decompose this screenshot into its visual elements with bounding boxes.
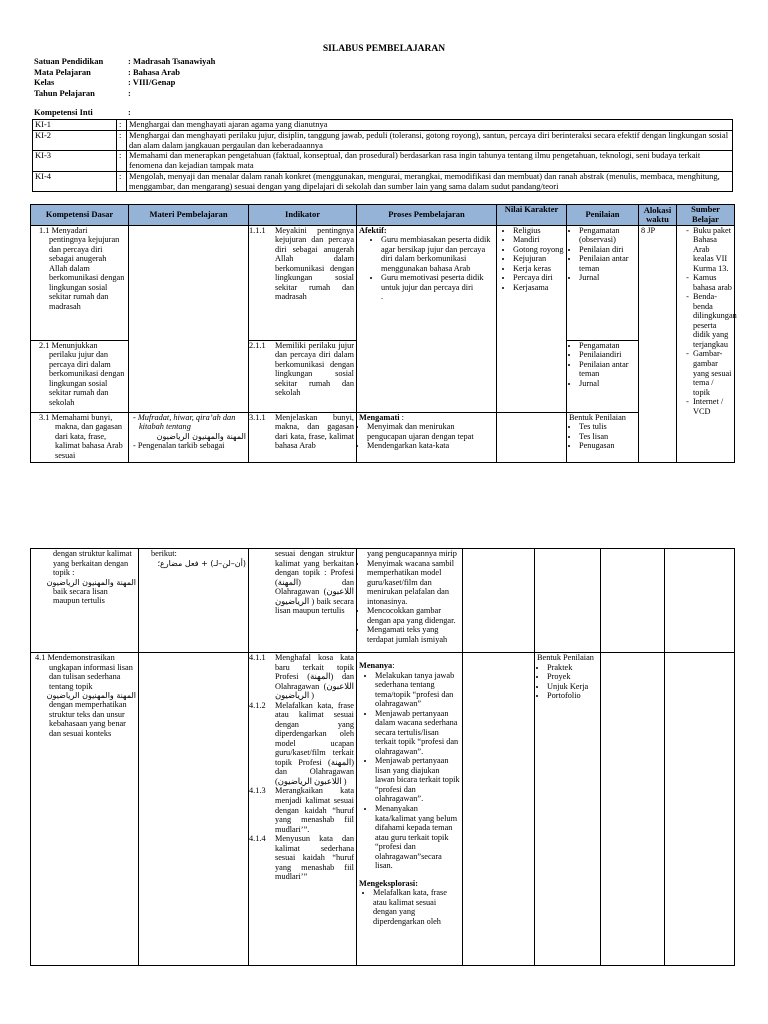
materi-arabic: (أن–لن–لـ) + فعل مضارع؛	[157, 558, 246, 568]
ind-num: 4.1.2	[249, 700, 266, 710]
proses-item: • Guru membiasakan peserta didik agar bersikap jujur dan percaya diri dalam berkomunikasi menggunakan bahasa Arab	[381, 235, 494, 273]
nilai-item: • Kerja keras	[513, 264, 564, 274]
info-row	[34, 57, 428, 68]
nilai-item: • Mandiri	[513, 235, 564, 245]
materi-cell	[139, 549, 249, 653]
kd-cell	[31, 412, 129, 462]
materi-item: - Pengenalan tarkib sebagai	[133, 440, 225, 450]
ind-num: 2.1.1	[249, 340, 266, 350]
syllabus-table	[30, 204, 735, 463]
kd-text: 1.1 Menyadari pentingnya kejujuran dan percaya diri sebagai anugerah Allah dalam berkomunikasi dengan lingkungan sosial sekitar rumah dan madrasah	[39, 225, 125, 311]
ind-text: Menyusun kata dan kalimat sederhana sesuai kaidah “huruf yang menashab fiil mudlari’”	[275, 834, 354, 882]
header-nilai-karakter: Nilai Karakter	[497, 205, 567, 226]
penilaian-item: • Pengamatan	[579, 341, 636, 351]
kompetensi-inti-table	[32, 119, 733, 192]
ind-text: Menjelaskan bunyi, makna, dan gagasan dari kata, frase, kalimat bahasa Arab	[275, 412, 354, 451]
proses-item: • Melakukan tanya jawab sederhana tentang tema/topik “profesi dan olahragawan”	[375, 671, 460, 709]
proses-cell	[357, 549, 463, 653]
ind-text: Merangkaikan kata menjadi kalimat sesuai dengan kaidah “huruf yang menashab fiil mudlari’”.	[275, 786, 354, 834]
ki-row	[33, 171, 733, 192]
nilai-item: • Gotong royong	[513, 245, 564, 255]
kd-arabic: المهنة والمهنيون الرياضيون	[46, 577, 136, 587]
penilaian-item: • Penilaian antar teman	[579, 360, 636, 379]
indikator-cell	[249, 225, 357, 340]
info-key: Mata Pelajaran	[34, 66, 91, 77]
indikator-cell	[249, 653, 357, 966]
ki-text: Menghargai dan menghayati ajaran agama yang dianutnya	[127, 120, 733, 131]
ki-sep: :	[117, 171, 127, 192]
syllabus-table-continued	[30, 548, 735, 966]
penilaian-item: • Pengamatan (observasi)	[579, 226, 636, 245]
indikator-cell	[249, 412, 357, 462]
kd-text: baik secara lisan maupun tertulis	[53, 586, 108, 606]
ki-row	[33, 151, 733, 172]
ind-num: 3.1.1	[249, 412, 266, 422]
table-row	[31, 653, 735, 966]
proses-item: • Mencocokkan gambar dengan apa yang didengar.	[367, 606, 460, 625]
nilai-cell	[463, 549, 535, 653]
proses-item: • Mengamati teks yang terdapat jumlah ismiyah	[367, 625, 460, 644]
penilaian-item: • Tes lisan	[579, 432, 636, 442]
penilaian-item: • Penilaiandiri	[579, 350, 636, 360]
kd-text: dengan memperhatikan struktur teks dan unsur kebahasaan yang benar dan sesuai konteks	[49, 700, 127, 738]
ki-code: KI-1	[33, 120, 117, 131]
ki-text: Menghargai dan menghayati perilaku jujur, disiplin, tanggung jawab, peduli (toleransi, gotong royong), santun, percaya diri berinteraksi secara efektif dengan lingkungan sosial dan alam dalam jangkauan pergaulan dan keberadaannya	[127, 130, 733, 151]
materi-item: - Mufradat, hiwar, qira’ah dan kitabah tentang	[133, 412, 236, 432]
kompetensi-inti-colon: :	[128, 107, 131, 117]
ki-sep: :	[117, 151, 127, 172]
ki-code: KI-2	[33, 130, 117, 151]
sumber-item: - Benda-benda dilingkungan peserta didik yang terjangkau	[693, 292, 732, 349]
penilaian-cell	[535, 653, 601, 966]
materi-text: Pengenalan tarkib sebagai	[137, 440, 225, 450]
alokasi-cell	[601, 549, 665, 653]
nilai-item: • Religius	[513, 226, 564, 236]
proses-cell: Afektif: • Guru membiasakan peserta didik agar bersikap jujur dan percaya diri dalam berkomunikasi menggunakan bahasa Arab • Guru memotivasi peserta didik untuk jujur dan percaya diri .	[357, 225, 497, 412]
ki-text: Mengolah, menyaji dan menalar dalam ranah konkret (menggunakan, mengurai, merangkai, memodifikasi dan membuat) dan ranah abstrak (menulis, membaca, menghitung, menggambar, dan mengarang) sesuai dengan yang dipelajari di sekolah dan sumber lain yang sama dalam sudut pandang/teori	[127, 171, 733, 192]
proses-cell	[357, 412, 497, 462]
proses-item: • Menjawab pertanyaan lisan yang diajukan lawan bicara terkait topik “profesi dan olahragawan”.	[375, 756, 460, 804]
kd-cell	[31, 653, 139, 966]
penilaian-cell	[567, 225, 639, 340]
penilaian-label: Bentuk Penilaian	[537, 653, 594, 662]
indikator-cell	[249, 549, 357, 653]
materi-cell	[129, 412, 249, 462]
proses-item: • Menyimak dan menirukan pengucapan ujaran dengan tepat	[367, 422, 494, 441]
info-row	[34, 68, 428, 79]
proses-label: Mengeksplorasi	[359, 878, 416, 888]
kd-text: 4.1 Mendemonstrasikan ungkapan informasi lisan dan tulisan sederhana tentang topik	[35, 653, 133, 691]
penilaian-item: • Penilaian diri	[579, 245, 636, 255]
penilaian-item: • Proyek	[547, 672, 598, 682]
kd-cell	[31, 225, 129, 340]
ind-text: sesuai dengan struktur kalimat yang berkaitan dengan topik : Profesi (المهنة) dan Olahragawan (اللاعبون الرياضيون ) baik secara lisan maupun tertulis	[275, 549, 354, 616]
ind-num: 1.1.1	[249, 225, 266, 235]
ki-code: KI-4	[33, 171, 117, 192]
ki-code: KI-3	[33, 151, 117, 172]
header-kompetensi-dasar: Kompetensi Dasar	[31, 205, 129, 226]
info-key: Tahun Pelajaran	[34, 87, 95, 98]
proses-item: • Mendengarkan kata-kata	[367, 441, 494, 451]
ind-num: 4.1.1	[249, 653, 266, 662]
ind-text: Memiliki perilaku jujur dan percaya diri dalam berkomunikasi dengan lingkungan sosial sekitar rumah dan sekolah	[275, 340, 354, 398]
proses-label: Afektif	[359, 225, 384, 235]
penilaian-item: • Penugasan	[579, 441, 636, 451]
penilaian-item: • Portofolio	[547, 691, 598, 701]
ki-row	[33, 120, 733, 131]
proses-cell: Menanya: • Melakukan tanya jawab sederhana tentang tema/topik “profesi dan olahragawan” • Menjawab pertanyaan dalam wacana sederhana secara tertulis/lisan terkait topik “profesi dan olahragawan”. • Menjawab pertanyaan lisan yang diajukan lawan bicara terkait topik “profesi dan olahragawan”. • Menanyakan kata/kalimat yang belum difahami kepada teman atau guru terkait topik “profesi dan olahragawan”secara lisan. Mengeksplorasi: • Melafalkan kata, frase atau kalimat sesuai dengan yang diperdengarkan oleh	[357, 653, 463, 966]
kompetensi-inti-label: Kompetensi Inti	[34, 107, 93, 117]
kd-arabic: المهنة والمهنيون الرياضيون	[46, 691, 136, 701]
penilaian-item: • Tes tulis	[579, 422, 636, 432]
ind-num: 4.1.3	[249, 786, 266, 796]
table-header-row	[31, 205, 735, 226]
materi-text: Mufradat, hiwar, qira’ah dan kitabah tentang	[137, 412, 236, 432]
header-alokasi: Alokasi waktu	[639, 205, 677, 226]
table-row	[31, 549, 735, 653]
info-value: : VIII/Genap	[128, 77, 176, 87]
penilaian-item: • Penilaian antar teman	[579, 254, 636, 273]
nilai-item: • Percaya diri	[513, 273, 564, 283]
ki-text: Memahami dan menerapkan pengetahuan (faktual, konseptual, dan prosedural) berdasarkan rasa ingin tahunya tentang ilmu pengetahuan, teknologi, seni budaya terkait fenomena dan kejadian tampak mata	[127, 151, 733, 172]
penilaian-item: • Jurnal	[579, 273, 636, 283]
proses-item: • Menanyakan kata/kalimat yang belum difahami kepada teman atau guru terkait topik “profesi dan olahragawan”secara lisan.	[375, 804, 460, 871]
indikator-cell	[249, 340, 357, 412]
kd-text: 2.1 Menunjukkan perilaku jujur dan percaya diri dalam berkomunikasi dengan lingkungan sosial sekitar rumah dan sekolah	[39, 340, 125, 407]
penilaian-label: Bentuk Penilaian	[569, 412, 626, 422]
ki-sep: :	[117, 130, 127, 151]
ind-num: 4.1.4	[249, 834, 266, 844]
proses-item: • Guru memotivasi peserta didik untuk jujur dan percaya diri	[381, 273, 494, 292]
nilai-cell	[497, 225, 567, 412]
info-row	[34, 78, 428, 89]
table-row	[31, 412, 735, 462]
penilaian-item: • Unjuk Kerja	[547, 682, 598, 692]
sumber-item: - Kamus bahasa arab	[693, 273, 732, 292]
ind-text: Menghafal kosa kata baru terkait topik Profesi (المهنة) dan Olahragawan (اللاعبون الرياضيون )	[275, 653, 354, 701]
header-penilaian: Penilaian	[567, 205, 639, 226]
proses-item: • Menyimak wacana sambil memperhatikan model guru/kaset/film dan menirukan pelafalan dan intonasinya.	[367, 559, 460, 607]
kd-text: 3.1 Memahami bunyi, makna, dan gagasan dari kata, frase, kalimat bahasa Arab sesuai	[39, 412, 123, 460]
penilaian-item: • Praktek	[547, 663, 598, 673]
ind-text: Meyakini pentingnya kejujuran dan percaya diri sebagai anugerah Allah dalam berkomunikasi dengan lingkungan sosial sekitar rumah dan madrasah	[275, 225, 354, 302]
proses-item: • Melafalkan kata, frase atau kalimat sesuai dengan yang diperdengarkan oleh	[373, 888, 460, 926]
proses-item: • Menjawab pertanyaan dalam wacana sederhana secara tertulis/lisan terkait topik “profesi dan olahragawan”.	[375, 709, 460, 757]
penilaian-cell	[567, 340, 639, 412]
info-key: Satuan Pendidikan	[34, 56, 104, 66]
kd-cell	[31, 340, 129, 412]
ki-row	[33, 130, 733, 151]
alokasi-cell: 8 JP	[639, 225, 677, 462]
header-info	[34, 57, 428, 99]
document-title: SILABUS PEMBELAJARAN	[322, 44, 446, 54]
sumber-cell	[677, 225, 735, 462]
penilaian-cell	[567, 412, 639, 462]
ind-text: Melafalkan kata, frase atau kalimat sesuai dengan yang diperdengarkan oleh model ucapan guru/kaset/film terkait topik Profesi (المهنة) dan Olahragawan (اللاعبون الرياضيون )	[275, 700, 354, 786]
materi-text: berikut:	[151, 549, 177, 558]
kd-text: dengan struktur kalimat yang berkaitan dengan topik :	[53, 549, 132, 578]
materi-cell	[129, 225, 249, 412]
header-indikator: Indikator	[249, 205, 357, 226]
info-value: : Bahasa Arab	[128, 66, 180, 77]
header-proses: Proses Pembelajaran	[357, 205, 497, 226]
nilai-item: • Kejujuran	[513, 254, 564, 264]
materi-arabic: المهنة والمهنيون الرياضيون	[156, 431, 246, 441]
nilai-item: • Kerjasama	[513, 283, 564, 293]
ki-sep: :	[117, 120, 127, 131]
materi-cell	[139, 653, 249, 966]
sumber-item: - Internet / VCD	[693, 397, 732, 416]
sumber-item: - Buku paket Bahasa Arab kealas VII Kurma 13.	[693, 226, 732, 274]
penilaian-item: • Jurnal	[579, 379, 636, 389]
table-row	[31, 225, 735, 340]
proses-text: yang pengucapannya mirip	[367, 549, 457, 558]
info-key: Kelas	[34, 77, 55, 87]
header-sumber: Sumber Belajar	[677, 205, 735, 226]
proses-dot: .	[381, 292, 384, 302]
nilai-cell	[497, 412, 567, 462]
info-row	[34, 89, 428, 100]
kd-cell	[31, 549, 139, 653]
sumber-cell	[665, 549, 735, 653]
header-materi: Materi Pembelajaran	[129, 205, 249, 226]
info-value: : Madrasah Tsanawiyah	[128, 56, 216, 66]
info-value: :	[128, 87, 131, 98]
alokasi-cell	[601, 653, 665, 966]
penilaian-cell	[535, 549, 601, 653]
sumber-item: - Gambar-gambar yang sesuai tema / topik	[693, 349, 732, 397]
proses-label: Menanya	[359, 661, 393, 670]
nilai-cell	[463, 653, 535, 966]
proses-colon: :	[399, 412, 404, 422]
sumber-cell	[665, 653, 735, 966]
proses-label: Mengamati	[359, 412, 400, 422]
